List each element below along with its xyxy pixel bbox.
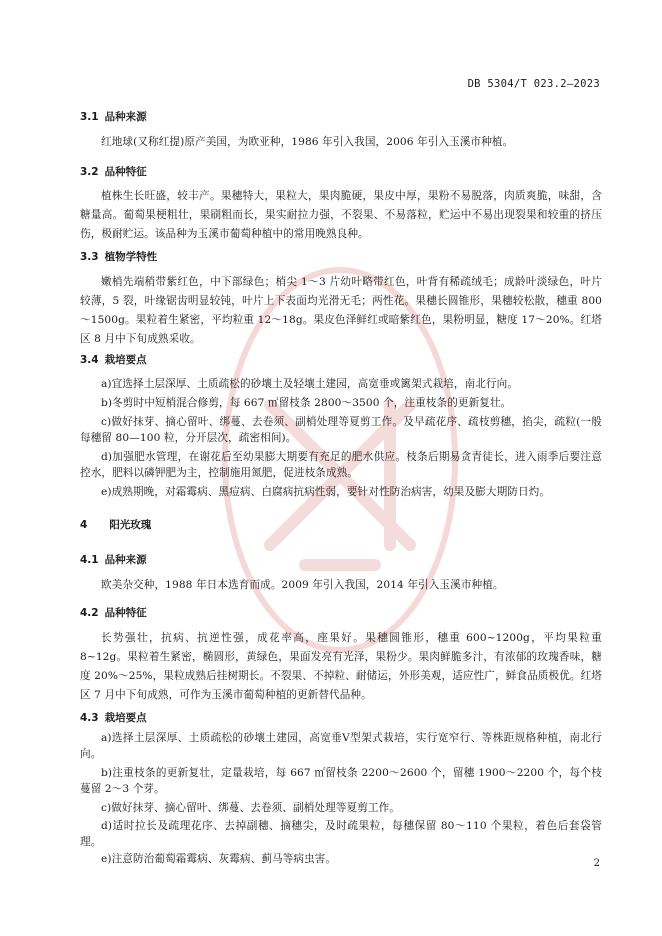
chapter-title: 阳光玫瑰 xyxy=(109,519,152,531)
section-heading-3-3 xyxy=(80,250,157,264)
section-heading-3-2 xyxy=(80,165,147,179)
section-number: 3.1 xyxy=(80,111,99,123)
list-item: d)加强肥水管理，在谢花后至幼果膨大期要有充足的肥水供应。枝条后期易贪青徒长，进入雨季后要注意控水，肥料以磷钾肥为主，控制施用氮肥，促进枝条成熟。 xyxy=(80,451,602,479)
section-title: 品种来源 xyxy=(104,554,147,566)
section-title: 栽培要点 xyxy=(104,712,147,724)
list-item: b)注重枝条的更新复壮，定量栽培，每 667 ㎡留枝条 2200～2600 个，留穗 1900～2200 个，每个枝蔓留 2～3 个芽。 xyxy=(80,767,602,795)
section-number: 4.2 xyxy=(80,607,99,619)
section-title: 植物学特性 xyxy=(104,251,158,263)
section-heading-3-4 xyxy=(80,353,147,367)
section-paragraph-3-1: 红地球(又称红提)原产美国，为欧亚种，1986 年引入我国，2006 年引入玉溪市种植。 xyxy=(101,136,514,148)
section-number: 3.2 xyxy=(80,166,99,178)
section-heading-3-1 xyxy=(80,110,147,124)
section-number: 4.3 xyxy=(80,712,99,724)
section-paragraph-3-2: 植株生长旺盛，较丰产。果穗特大，果粒大，果肉脆硬，果皮中厚，果粉不易脱落，肉质爽脆，味甜，含糖量高。葡萄果梗粗壮，果刷粗而长，果实耐拉力强，不裂果、不易落粒，贮运中不易出现裂果和较重的挤压伤，极耐贮运。该品种为玉溪市葡萄种植中的常用晚熟良种。 xyxy=(80,190,602,240)
list-item: c)做好抹芽、摘心留叶、绑蔓、去卷须、副梢处理等夏剪工作。 xyxy=(101,802,400,814)
list-item: c)做好抹芽、摘心留叶、绑蔓、去卷须、副梢处理等夏剪工作。及早疏花序、疏枝剪穗，掐尖，疏粒(一般每穗留 80—100 粒，分开层次，疏密相间)。 xyxy=(80,416,602,444)
list-item: e)成熟期晚，对霜霉病、黑痘病、白腐病抗病性弱，要针对性防治病害，幼果及膨大期防日灼。 xyxy=(101,486,551,498)
list-item: b)冬剪时中短梢混合修剪，每 667 ㎡留枝条 2800～3500 个，注重枝条的更新复壮。 xyxy=(101,397,512,409)
list-item: a)选择土层深厚、土质疏松的砂壤土建园，高宽垂V型架式栽培，实行宽窄行、等株距规格种植，南北行向。 xyxy=(80,732,602,760)
list-item: d)适时拉长及疏理花序、去掉副穗、摘穗尖，及时疏果粒，每穗保留 80～110 个果粒，着色后套袋管理。 xyxy=(80,820,602,848)
section-number: 3.4 xyxy=(80,354,99,366)
list-item: a)宜选择土层深厚、土质疏松的砂壤土及轻壤土建园，高宽垂或篱架式栽培，南北行向。 xyxy=(101,378,519,390)
section-heading-4-3 xyxy=(80,711,147,725)
list-item: e)注意防治葡萄霜霉病、灰霉病、蓟马等病虫害。 xyxy=(101,853,337,865)
section-title: 栽培要点 xyxy=(104,354,147,366)
chapter-number: 4 xyxy=(80,519,88,531)
section-heading-4-2 xyxy=(80,606,147,620)
standard-code: DB 5304/T 023.2—2023 xyxy=(467,78,600,90)
page-number: 2 xyxy=(593,858,600,869)
section-paragraph-3-3: 嫩梢先端稍带紫红色，中下部绿色；梢尖 1～3 片幼叶略带红色，叶背有稀疏绒毛；成龄叶淡绿色，叶片较薄，5 裂，叶缘锯齿明显较钝，叶片上下表面均光滑无毛；两性花。果穗长圆锥形，果穗较松散，穗重 800～1500g。果粒着生紧密，平均粒重 12～18g。果皮色泽鲜红或暗紫红色，果粉明显，糖度 17～20%。红塔区 8 月中下旬成熟采收。 xyxy=(80,276,602,345)
section-title: 品种来源 xyxy=(104,111,147,123)
section-paragraph-4-1: 欧美杂交种，1988 年日本选育而成。2009 年引入我国，2014 年引入玉溪市种植。 xyxy=(101,579,504,591)
section-number: 3.3 xyxy=(80,251,99,263)
section-title: 品种特征 xyxy=(104,607,147,619)
section-paragraph-4-2: 长势强壮，抗病、抗逆性强，成花率高，座果好。果穗圆锥形，穗重 600~1200g，平均果粒重 8~12g。果粒着生紧密，椭圆形，黄绿色，果面发亮有光泽，果粉少。果肉鲜脆多汁，有浓郁的玫瑰香味，糖度 20%～25%，果粒成熟后挂树期长。不裂果、不掉粒、耐储运，外形美观，适应性广，鲜食品质极优。红塔区 7 月中下旬成熟，可作为玉溪市葡萄种植的更新替代品种。 xyxy=(80,632,602,701)
section-title: 品种特征 xyxy=(104,166,147,178)
section-heading-4-1 xyxy=(80,553,147,567)
section-number: 4.1 xyxy=(80,554,99,566)
chapter-heading-4 xyxy=(80,518,151,532)
